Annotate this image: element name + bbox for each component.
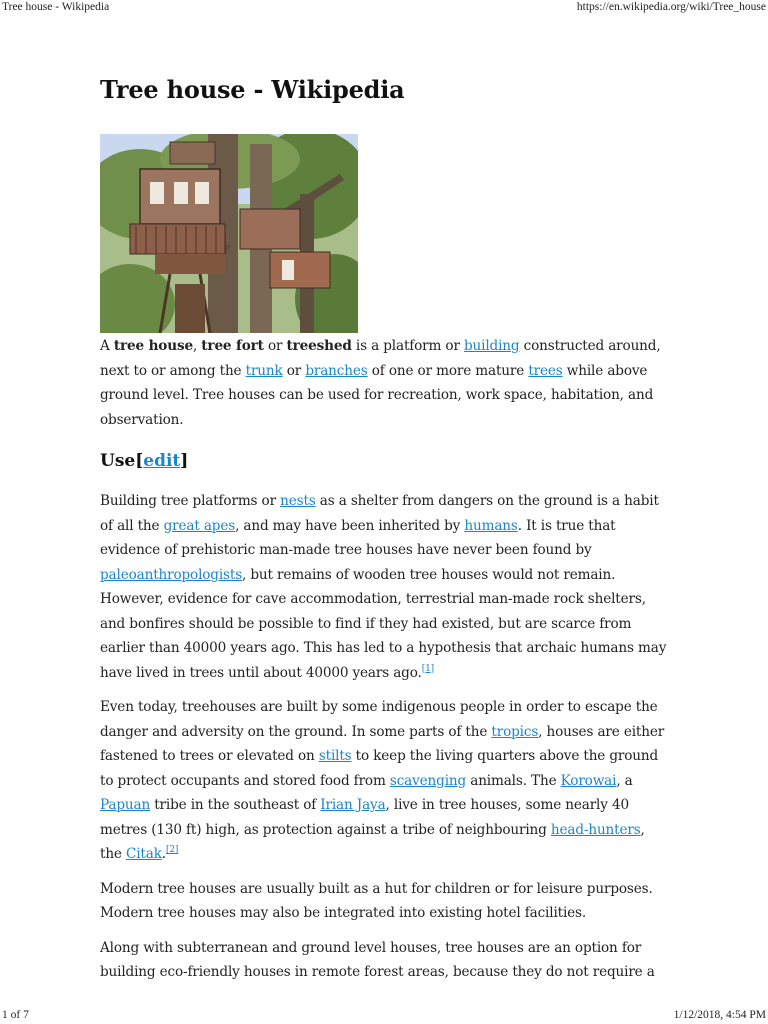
link-stilts[interactable]: stilts — [318, 748, 352, 764]
edit-link[interactable]: edit — [143, 451, 181, 471]
article — [100, 72, 670, 985]
link-irian-jaya[interactable]: Irian Jaya — [320, 797, 386, 813]
section-heading-use: Use[edit] — [100, 451, 189, 471]
link-korowai[interactable]: Korowai — [560, 772, 617, 789]
use-paragraph-4: Along with subterranean and ground level houses, tree houses are an option for building eco-friendly houses in remote forest areas, because they do not require a — [100, 939, 655, 980]
page-counter: 1 of 7 — [2, 1009, 29, 1021]
link-papuan[interactable]: Papuan — [100, 797, 151, 813]
link-branches[interactable]: branches — [305, 362, 368, 379]
print-header-title: Tree house - Wikipedia — [2, 1, 110, 13]
link-trunk[interactable]: trunk — [245, 362, 283, 379]
print-header-url: https://en.wikipedia.org/wiki/Tree_house — [576, 1, 766, 13]
link-humans[interactable]: humans — [464, 517, 518, 534]
print-timestamp: 1/12/2018, 4:54 PM — [673, 1009, 766, 1021]
link-paleoanthropologists[interactable]: paleoanthropologists — [100, 566, 243, 583]
link-head-hunters[interactable]: head-hunters — [550, 821, 641, 838]
use-paragraph-3: Modern tree houses are usually built as a hut for children or for leisure purposes. Modern tree houses may also be integrated into existing hotel facilities. — [100, 880, 653, 921]
print-footer — [0, 1008, 768, 1024]
link-citak[interactable]: Citak — [125, 846, 162, 862]
intro-paragraph: A tree house, tree fort or treeshed is a platform or building constructed around, next to or among the trunk or branches of one or more mature trees while above ground level. Tree houses can be used for recreation, work space, habitation, and observation. — [100, 338, 661, 428]
use-paragraph-1: Building tree platforms or nests as a shelter from dangers on the ground is a habit of all the great apes, and may have been inherited by humans. It is true that evidence of prehistoric man-made tree houses have never been found by paleoanthropologists, but remains of wooden tree houses would not remain. However, evidence for cave accommodation, terrestrial man-made rock shelters, and bonfires should be possible to find if they had existed, but are scarce from earlier than 40000 years ago. This has led to a hypothesis that archaic humans may have lived in trees until about 40000 years ago.[1] — [100, 493, 667, 681]
print-header — [0, 0, 768, 16]
use-paragraph-2: Even today, treehouses are built by some indigenous people in order to escape the danger and adversity on the ground. In some parts of the tropics, houses are either fastened to trees or elevated on stilts to keep the living quarters above the ground to protect occupants and stored food from scavenging animals. The Korowai, a Papuan tribe in the southeast of Irian Jaya, live in tree houses, some nearly 40 metres (130 ft) high, as protection against a tribe of neighbouring head-hunters, the Citak.[2] — [100, 699, 665, 862]
link-tropics[interactable]: tropics — [491, 723, 539, 740]
reference-1[interactable]: [1] — [421, 663, 435, 674]
reference-2[interactable]: [2] — [165, 845, 179, 855]
link-building[interactable]: building — [464, 338, 520, 354]
link-trees[interactable]: trees — [528, 362, 563, 379]
link-great-apes[interactable]: great apes — [163, 517, 236, 534]
link-nests[interactable]: nests — [280, 493, 316, 509]
tree-house-photo — [100, 134, 358, 333]
page-title: Tree house - Wikipedia — [100, 75, 405, 104]
link-scavenging[interactable]: scavenging — [389, 772, 467, 789]
